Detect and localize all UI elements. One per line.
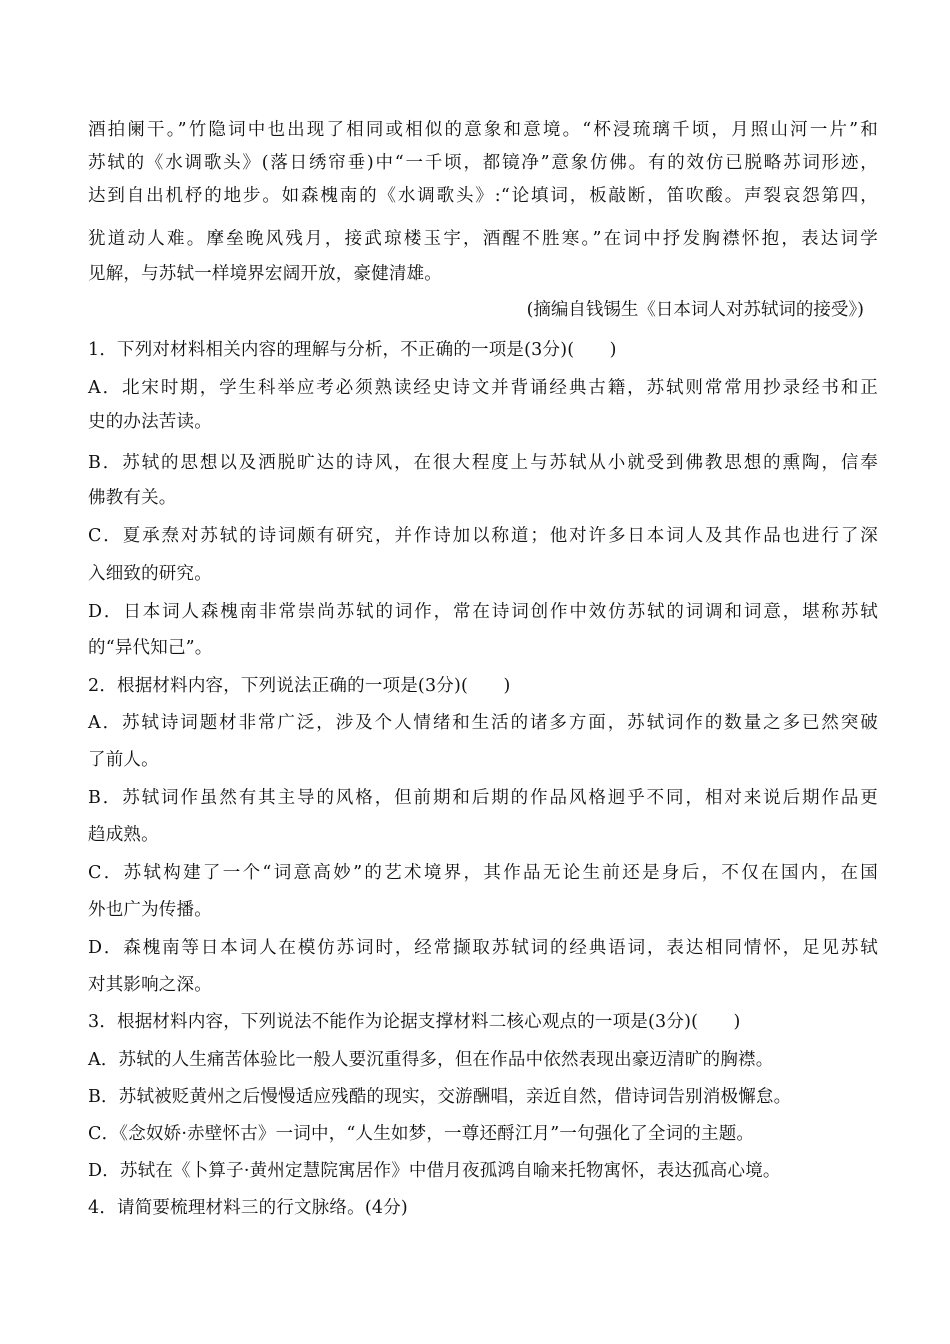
option-line: A．苏轼诗词题材非常广泛，涉及个人情绪和生活的诸多方面，苏轼词作的数量之多已然突破 — [88, 713, 878, 733]
option-line: 外也广为传播。 — [88, 900, 212, 920]
option-line: 的“异代知己”。 — [88, 638, 213, 658]
source-citation: (摘编自钱锡生《日本词人对苏轼词的接受》) — [526, 300, 864, 320]
option-line: 史的办法苦读。 — [88, 412, 212, 432]
passage-line: 苏轼的《水调歌头》(落日绣帘垂)中“一千顷，都镜净”意象仿佛。有的效仿已脱略苏词形迹， — [88, 153, 878, 173]
option-line: C．苏轼构建了一个“词意高妙”的艺术境界，其作品无论生前还是身后，不仅在国内，在国 — [88, 863, 878, 883]
passage-line: 见解，与苏轼一样境界宏阔开放，豪健清雄。 — [88, 264, 442, 284]
question-stem: 4．请简要梳理材料三的行文脉络。(4分) — [88, 1198, 408, 1218]
option-line: D．日本词人森槐南非常崇尚苏轼的词作，常在诗词创作中效仿苏轼的词调和词意，堪称苏轼 — [88, 602, 878, 622]
option-line: 趋成熟。 — [88, 825, 159, 845]
option-line: 对其影响之深。 — [88, 975, 212, 995]
option-line: D．森槐南等日本词人在模仿苏词时，经常撷取苏轼词的经典语词，表达相同情怀，足见苏轼 — [88, 938, 878, 958]
option-line: 佛教有关。 — [88, 488, 177, 508]
option-line: B．苏轼被贬黄州之后慢慢适应残酷的现实，交游酬唱，亲近自然，借诗词告别消极懈怠。 — [88, 1087, 792, 1107]
option-line: D．苏轼在《卜算子·黄州定慧院寓居作》中借月夜孤鸿自喻来托物寓怀，表达孤高心境。 — [88, 1161, 781, 1181]
option-line: B．苏轼的思想以及洒脱旷达的诗风，在很大程度上与苏轼从小就受到佛教思想的熏陶，信奉 — [88, 453, 878, 473]
passage-line: 达到自出机杼的地步。如森槐南的《水调歌头》:“论填词，板敲断，笛吹酸。声裂哀怨第四， — [88, 186, 878, 206]
option-line: 入细致的研究。 — [88, 564, 212, 584]
question-stem: 1．下列对材料相关内容的理解与分析，不正确的一项是(3分)( ) — [88, 340, 617, 360]
option-line: 了前人。 — [88, 750, 159, 770]
option-line: C．夏承焘对苏轼的诗词颇有研究，并作诗加以称道；他对许多日本词人及其作品也进行了深 — [88, 526, 878, 546]
passage-line: 犹道动人难。摩垒晚风残月，接武琼楼玉宇，酒醒不胜寒。”在词中抒发胸襟怀抱，表达词学 — [88, 229, 878, 249]
option-line: C．《念奴娇·赤壁怀古》一词中，“人生如梦，一尊还酹江月”一句强化了全词的主题。 — [88, 1124, 755, 1144]
option-line: A．北宋时期，学生科举应考必须熟读经史诗文并背诵经典古籍，苏轼则常常用抄录经书和正 — [88, 378, 878, 398]
option-line: A．苏轼的人生痛苦体验比一般人要沉重得多，但在作品中依然表现出豪迈清旷的胸襟。 — [88, 1050, 774, 1070]
question-stem: 3．根据材料内容，下列说法不能作为论据支撑材料二核心观点的一项是(3分)( ) — [88, 1012, 741, 1032]
passage-line: 酒拍阑干。”竹隐词中也出现了相同或相似的意象和意境。“杯浸琉璃千顷，月照山河一片”和 — [88, 120, 878, 140]
option-line: B．苏轼词作虽然有其主导的风格，但前期和后期的作品风格迥乎不同，相对来说后期作品更 — [88, 788, 878, 808]
question-stem: 2．根据材料内容，下列说法正确的一项是(3分)( ) — [88, 676, 511, 696]
